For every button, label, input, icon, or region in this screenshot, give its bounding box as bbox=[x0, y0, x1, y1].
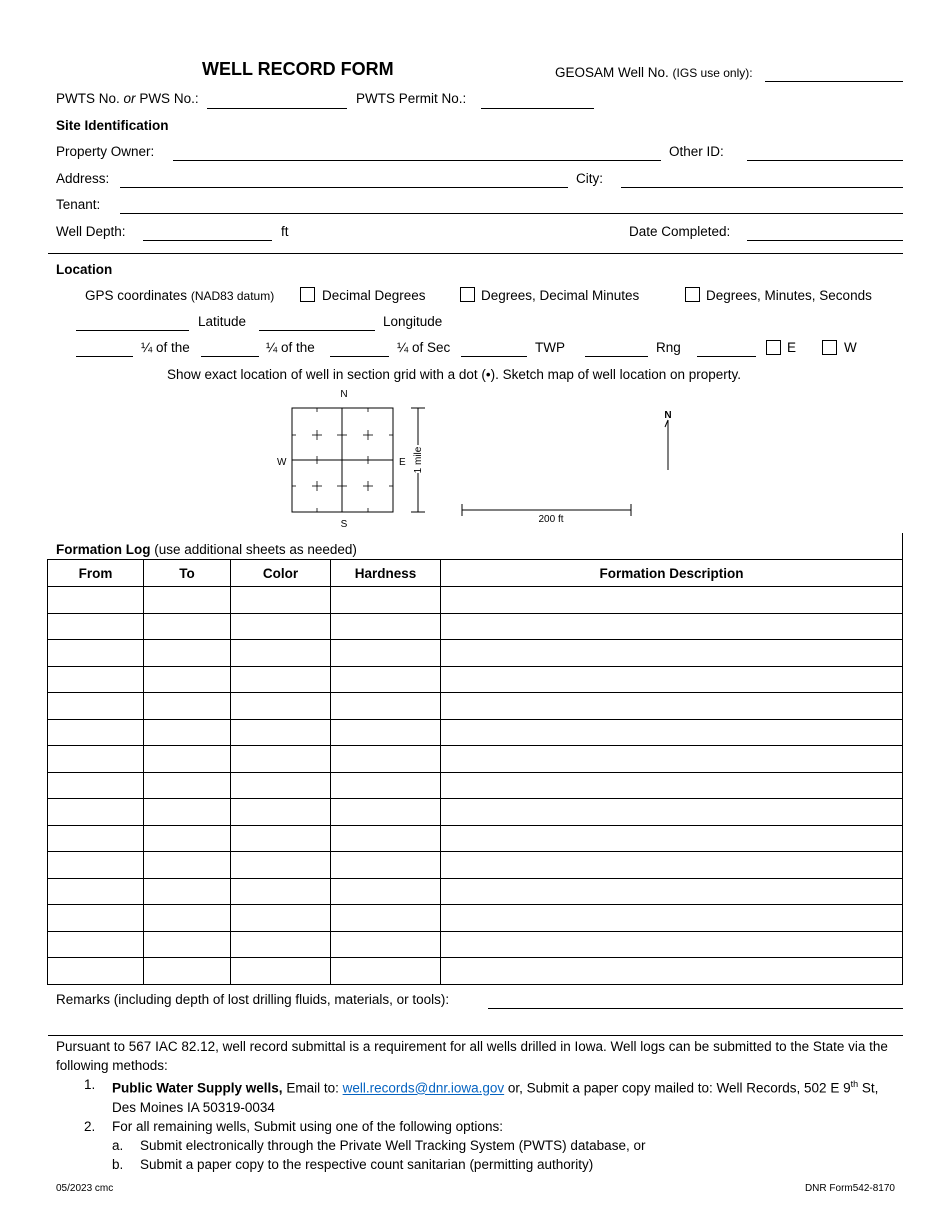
from-cell[interactable] bbox=[48, 772, 144, 799]
hardness-cell[interactable] bbox=[331, 693, 441, 720]
color-cell[interactable] bbox=[231, 878, 331, 905]
description-cell[interactable] bbox=[441, 587, 903, 614]
tenant-label: Tenant: bbox=[56, 197, 101, 212]
twp-label: TWP bbox=[535, 340, 565, 355]
rng-field[interactable] bbox=[697, 356, 756, 357]
notice-item-2 bbox=[56, 1117, 901, 1136]
gps-label: GPS coordinates (NAD83 datum) bbox=[85, 288, 275, 303]
from-cell[interactable] bbox=[48, 905, 144, 932]
from-cell[interactable] bbox=[48, 613, 144, 640]
mile-label: 1 mile bbox=[413, 446, 424, 474]
description-cell[interactable] bbox=[441, 958, 903, 985]
color-cell[interactable] bbox=[231, 931, 331, 958]
date-label: Date Completed: bbox=[629, 224, 731, 239]
formation-log-row bbox=[48, 746, 903, 773]
longitude-field[interactable] bbox=[259, 330, 375, 331]
from-cell[interactable] bbox=[48, 878, 144, 905]
to-cell[interactable] bbox=[144, 772, 231, 799]
item2b-number: b. bbox=[112, 1156, 124, 1172]
log-box-edge bbox=[902, 533, 903, 559]
depth-label: Well Depth: bbox=[56, 224, 126, 239]
description-cell[interactable] bbox=[441, 772, 903, 799]
city-field[interactable] bbox=[621, 187, 903, 188]
hardness-cell[interactable] bbox=[331, 719, 441, 746]
pwts-label: PWTS No. or PWS No.: bbox=[56, 91, 199, 106]
quarter-sec-field[interactable] bbox=[330, 356, 389, 357]
quarter1-field[interactable] bbox=[76, 356, 133, 357]
permit-no-field[interactable] bbox=[481, 108, 594, 109]
description-cell[interactable] bbox=[441, 852, 903, 879]
remarks-label: Remarks (including depth of lost drilling fluids, materials, or tools): bbox=[56, 992, 450, 1007]
to-cell[interactable] bbox=[144, 666, 231, 693]
sketch-north-label: N bbox=[664, 410, 672, 421]
description-cell[interactable] bbox=[441, 878, 903, 905]
formation-log-row bbox=[48, 693, 903, 720]
description-cell[interactable] bbox=[441, 640, 903, 667]
to-cell[interactable] bbox=[144, 878, 231, 905]
from-cell[interactable] bbox=[48, 825, 144, 852]
hardness-cell[interactable] bbox=[331, 931, 441, 958]
formation-log-row bbox=[48, 799, 903, 826]
to-cell[interactable] bbox=[144, 693, 231, 720]
formation-log-row bbox=[48, 719, 903, 746]
formation-log-row bbox=[48, 613, 903, 640]
item2b-text: Submit a paper copy to the respective count sanitarian (permitting authority) bbox=[140, 1156, 594, 1172]
item2-number: 2. bbox=[84, 1118, 96, 1134]
hardness-cell[interactable] bbox=[331, 666, 441, 693]
quarter2-field[interactable] bbox=[201, 356, 259, 357]
formation-log-row bbox=[48, 931, 903, 958]
description-cell[interactable] bbox=[441, 905, 903, 932]
color-cell[interactable] bbox=[231, 693, 331, 720]
formation-log-row bbox=[48, 825, 903, 852]
west-label: W bbox=[844, 340, 857, 355]
from-cell[interactable] bbox=[48, 587, 144, 614]
city-label: City: bbox=[576, 171, 603, 186]
degrees-decimal-minutes-checkbox[interactable] bbox=[460, 287, 475, 302]
grid-quarter-lines bbox=[292, 408, 393, 512]
from-cell[interactable] bbox=[48, 693, 144, 720]
north-arrow-icon bbox=[665, 420, 668, 470]
notice-intro: Pursuant to 567 IAC 82.12, well record submittal is a requirement for all wells drilled in Iowa. Well logs can be submitted to the State via the following methods: bbox=[56, 1039, 888, 1073]
color-cell[interactable] bbox=[231, 587, 331, 614]
notice-item-2b bbox=[56, 1155, 901, 1174]
color-cell[interactable] bbox=[231, 852, 331, 879]
hardness-cell[interactable] bbox=[331, 640, 441, 667]
latitude-field[interactable] bbox=[76, 330, 189, 331]
divider bbox=[48, 1035, 903, 1036]
submittal-notice bbox=[56, 1037, 901, 1174]
formation-log-heading: Formation Log (use additional sheets as needed) bbox=[56, 542, 357, 557]
color-cell[interactable] bbox=[231, 746, 331, 773]
item1-number: 1. bbox=[84, 1077, 96, 1092]
formation-log-row bbox=[48, 666, 903, 693]
from-cell[interactable] bbox=[48, 640, 144, 667]
color-cell[interactable] bbox=[231, 825, 331, 852]
remarks-field[interactable] bbox=[488, 1008, 903, 1009]
sketch-map-area[interactable] bbox=[455, 405, 685, 530]
formation-log-header-row bbox=[48, 560, 903, 587]
divider bbox=[48, 253, 903, 254]
depth-unit: ft bbox=[281, 224, 289, 239]
color-cell[interactable] bbox=[231, 719, 331, 746]
site-heading: Site Identification bbox=[56, 118, 169, 133]
other-id-field[interactable] bbox=[747, 160, 903, 161]
longitude-label: Longitude bbox=[383, 314, 443, 329]
address-field[interactable] bbox=[120, 187, 568, 188]
other-id-label: Other ID: bbox=[669, 144, 724, 159]
formation-log-row bbox=[48, 772, 903, 799]
to-cell[interactable] bbox=[144, 640, 231, 667]
col-hardness: Hardness bbox=[331, 560, 441, 587]
hardness-cell[interactable] bbox=[331, 587, 441, 614]
item1-sup: th bbox=[850, 1079, 859, 1089]
formation-log-row bbox=[48, 905, 903, 932]
item2-text: For all remaining wells, Submit using one of the following options: bbox=[112, 1118, 503, 1134]
to-cell[interactable] bbox=[144, 905, 231, 932]
owner-label: Property Owner: bbox=[56, 144, 155, 159]
color-cell[interactable] bbox=[231, 905, 331, 932]
formation-log-row bbox=[48, 852, 903, 879]
pwts-no-field[interactable] bbox=[207, 108, 347, 109]
depth-field[interactable] bbox=[143, 240, 272, 241]
color-cell[interactable] bbox=[231, 640, 331, 667]
decimal-degrees-checkbox[interactable] bbox=[300, 287, 315, 302]
degrees-decimal-minutes-label: Degrees, Decimal Minutes bbox=[481, 288, 640, 303]
formation-log-row bbox=[48, 878, 903, 905]
item2a-text: Submit electronically through the Private Well Tracking System (PWTS) database, or bbox=[140, 1137, 646, 1153]
quarter-sec-label: ¼ of Sec bbox=[397, 340, 451, 355]
item2a-number: a. bbox=[112, 1137, 124, 1153]
item1-email-text: Email to: bbox=[286, 1080, 339, 1096]
from-cell[interactable] bbox=[48, 958, 144, 985]
to-cell[interactable] bbox=[144, 587, 231, 614]
formation-log-table bbox=[47, 559, 903, 985]
geosam-label: GEOSAM Well No. (IGS use only): bbox=[555, 65, 753, 80]
grid-east-label: E bbox=[399, 457, 406, 468]
rng-label: Rng bbox=[656, 340, 681, 355]
color-cell[interactable] bbox=[231, 799, 331, 826]
to-cell[interactable] bbox=[144, 746, 231, 773]
to-cell[interactable] bbox=[144, 931, 231, 958]
hardness-cell[interactable] bbox=[331, 905, 441, 932]
description-cell[interactable] bbox=[441, 931, 903, 958]
formation-log-row bbox=[48, 587, 903, 614]
degrees-minutes-seconds-label: Degrees, Minutes, Seconds bbox=[706, 288, 872, 303]
hardness-cell[interactable] bbox=[331, 613, 441, 640]
twp-field[interactable] bbox=[585, 356, 648, 357]
hardness-cell[interactable] bbox=[331, 746, 441, 773]
location-heading: Location bbox=[56, 262, 113, 277]
date-field[interactable] bbox=[747, 240, 903, 241]
col-from: From bbox=[48, 560, 144, 587]
color-cell[interactable] bbox=[231, 666, 331, 693]
quarter1-label: ¼ of the bbox=[141, 340, 190, 355]
west-checkbox[interactable] bbox=[822, 340, 837, 355]
to-cell[interactable] bbox=[144, 852, 231, 879]
decimal-degrees-label: Decimal Degrees bbox=[322, 288, 426, 303]
scale-label: 200 ft bbox=[538, 514, 564, 525]
description-cell[interactable] bbox=[441, 693, 903, 720]
color-cell[interactable] bbox=[231, 613, 331, 640]
col-formation-description: Formation Description bbox=[441, 560, 903, 587]
formation-log-row bbox=[48, 640, 903, 667]
description-cell[interactable] bbox=[441, 799, 903, 826]
latitude-label: Latitude bbox=[198, 314, 247, 329]
tenant-field[interactable] bbox=[120, 213, 903, 214]
item1-bold: Public Water Supply wells, bbox=[112, 1080, 283, 1096]
description-cell[interactable] bbox=[441, 719, 903, 746]
footer-form-number: DNR Form542-8170 bbox=[804, 1183, 895, 1194]
notice-item-2a bbox=[56, 1136, 901, 1155]
item1-rest-b: St, Des Moines IA 50319-0034 bbox=[112, 1080, 879, 1115]
from-cell[interactable] bbox=[48, 719, 144, 746]
geosam-field[interactable] bbox=[765, 81, 903, 82]
hardness-cell[interactable] bbox=[331, 852, 441, 879]
hardness-cell[interactable] bbox=[331, 958, 441, 985]
col-color: Color bbox=[231, 560, 331, 587]
footer-date: 05/2023 cmc bbox=[56, 1183, 114, 1194]
hardness-cell[interactable] bbox=[331, 772, 441, 799]
grid-south-label: S bbox=[340, 519, 348, 530]
from-cell[interactable] bbox=[48, 852, 144, 879]
email-link[interactable]: well.records@dnr.iowa.gov bbox=[342, 1080, 505, 1096]
description-cell[interactable] bbox=[441, 825, 903, 852]
east-checkbox[interactable] bbox=[766, 340, 781, 355]
formation-log-row bbox=[48, 958, 903, 985]
permit-label: PWTS Permit No.: bbox=[356, 91, 467, 106]
location-instruction: Show exact location of well in section grid with a dot (•). Sketch map of well location on property. bbox=[167, 367, 742, 382]
address-label: Address: bbox=[56, 171, 110, 186]
grid-west-label: W bbox=[277, 457, 287, 468]
from-cell[interactable] bbox=[48, 746, 144, 773]
degrees-minutes-seconds-checkbox[interactable] bbox=[685, 287, 700, 302]
to-cell[interactable] bbox=[144, 613, 231, 640]
description-cell[interactable] bbox=[441, 666, 903, 693]
grid-north-label: N bbox=[340, 389, 348, 400]
form-title: WELL RECORD FORM bbox=[202, 59, 394, 79]
to-cell[interactable] bbox=[144, 958, 231, 985]
color-cell[interactable] bbox=[231, 772, 331, 799]
description-cell[interactable] bbox=[441, 613, 903, 640]
to-cell[interactable] bbox=[144, 719, 231, 746]
notice-item-1 bbox=[56, 1075, 901, 1117]
color-cell[interactable] bbox=[231, 958, 331, 985]
hardness-cell[interactable] bbox=[331, 825, 441, 852]
east-label: E bbox=[787, 340, 797, 355]
owner-field[interactable] bbox=[173, 160, 661, 161]
quarter2-label: ¼ of the bbox=[266, 340, 315, 355]
to-cell[interactable] bbox=[144, 799, 231, 826]
sec-field[interactable] bbox=[461, 356, 527, 357]
from-cell[interactable] bbox=[48, 799, 144, 826]
item1-rest-a: or, Submit a paper copy mailed to: Well Records, 502 E 9 bbox=[507, 1080, 851, 1096]
col-to: To bbox=[144, 560, 231, 587]
from-cell[interactable] bbox=[48, 931, 144, 958]
to-cell[interactable] bbox=[144, 825, 231, 852]
from-cell[interactable] bbox=[48, 666, 144, 693]
hardness-cell[interactable] bbox=[331, 799, 441, 826]
hardness-cell[interactable] bbox=[331, 878, 441, 905]
section-grid[interactable] bbox=[270, 383, 440, 533]
description-cell[interactable] bbox=[441, 746, 903, 773]
